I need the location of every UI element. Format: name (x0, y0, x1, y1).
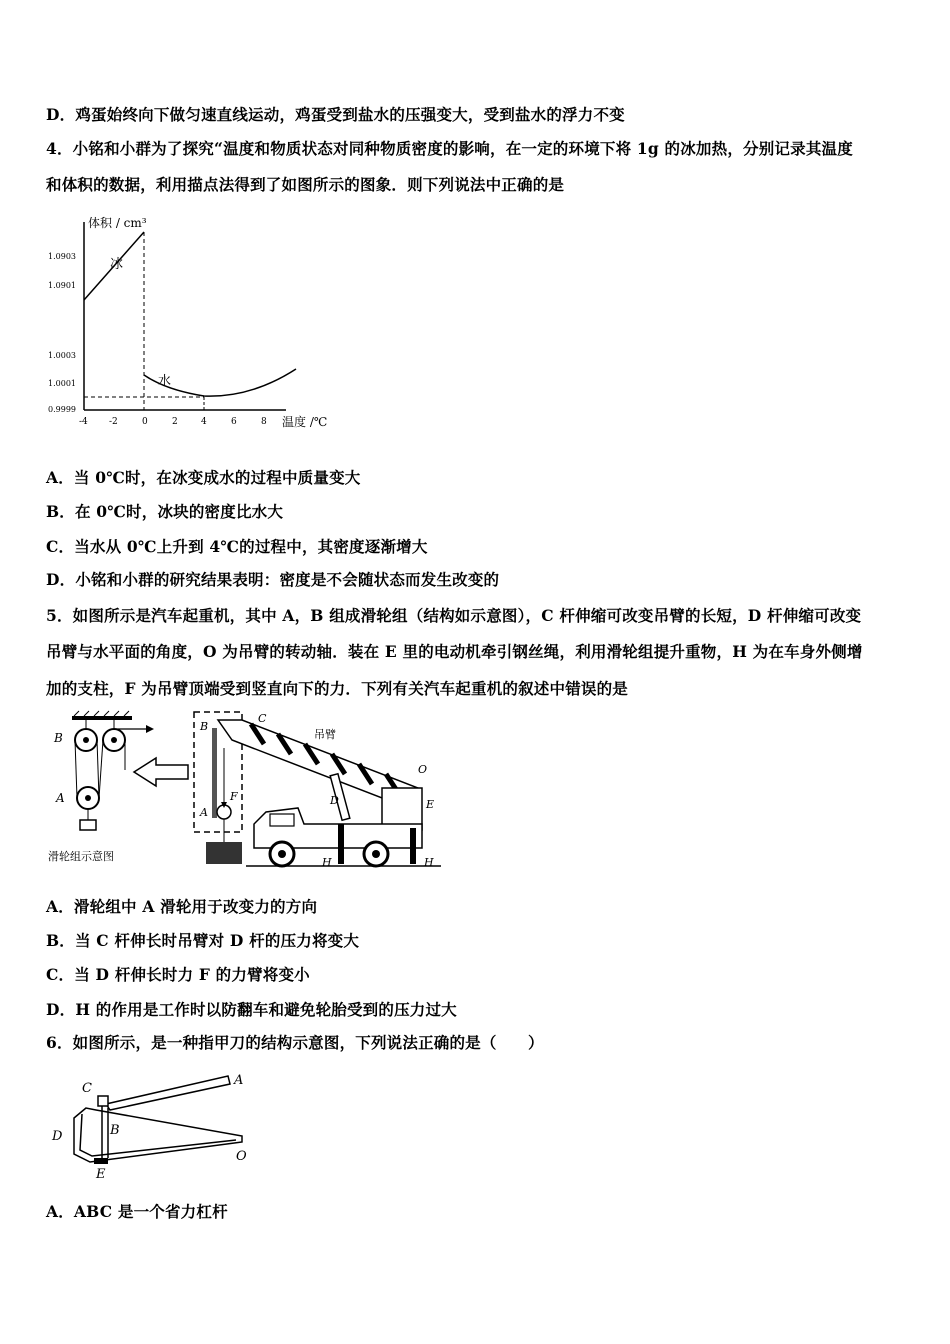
q4-option-c: C．当水从 0℃上升到 4℃的过程中，其密度逐渐增大 (46, 537, 428, 556)
q4-option-b: B．在 0℃时，冰块的密度比水大 (46, 502, 284, 521)
label-e: E (426, 798, 435, 811)
q4-volume-temperature-graph (46, 212, 346, 434)
label-a: A (56, 791, 65, 805)
q3-option-d: D．鸡蛋始终向下做匀速直线运动，鸡蛋受到盐水的压强变大，受到盐水的浮力不变 (46, 105, 625, 124)
label-o: O (418, 763, 428, 776)
pulley-schematic (48, 711, 154, 863)
y-axis-label: 体积 / cm³ (88, 216, 147, 230)
x-axis-label: 温度 /℃ (282, 415, 328, 429)
q6-stem: 6．如图所示，是一种指甲刀的结构示意图，下列说法正确的是（ ） (46, 1033, 544, 1052)
label-f: F (230, 790, 238, 803)
y-tick-label: 1.0003 (48, 351, 76, 360)
q5-option-a: A．滑轮组中 A 滑轮用于改变力的方向 (46, 897, 318, 916)
q5-crane-figure (46, 708, 446, 878)
y-tick-label: 1.0001 (48, 379, 76, 388)
pull-arrow (146, 725, 154, 733)
label-c: C (82, 1081, 92, 1096)
label-d: D (330, 794, 339, 807)
y-tick-label: 1.0901 (48, 281, 76, 290)
pivot-c (98, 1096, 108, 1106)
q5-stem-line3: 加的支柱，F 为吊臂顶端受到竖直向下的力．下列有关汽车起重机的叙述中错误的是 (46, 679, 629, 698)
q5-option-d: D．H 的作用是工作时以防翻车和避免轮胎受到的压力过大 (46, 1000, 457, 1019)
x-tick-label: 8 (261, 417, 267, 427)
q6-nail-clipper-figure (46, 1066, 261, 1184)
pulley-caption: 滑轮组示意图 (48, 850, 114, 863)
q5-stem-line1: 5．如图所示是汽车起重机，其中 A，B 组成滑轮组（结构如示意图），C 杆伸缩可改变吊臂的长短，D 杆伸缩可改变 (46, 606, 862, 625)
x-tick-label: 0 (142, 417, 148, 427)
load-box (80, 820, 96, 830)
label-a: A (234, 1073, 244, 1088)
q5-option-c: C．当 D 杆伸长时力 F 的力臂将变小 (46, 965, 310, 984)
hollow-arrow (134, 758, 188, 786)
q5-option-b: B．当 C 杆伸长时吊臂对 D 杆的压力将变大 (46, 931, 360, 950)
label-d: D (52, 1129, 63, 1144)
label-h-right: H (424, 856, 434, 869)
q5-stem-line2: 吊臂与水平面的角度，O 为吊臂的转动轴．装在 E 里的电动机牵引钢丝绳，利用滑轮组提升重物，H 为在车身外侧增 (46, 642, 863, 661)
blade-e (94, 1158, 108, 1164)
label-h-left: H (322, 856, 332, 869)
label-o: O (236, 1149, 247, 1164)
label-b: B (54, 731, 63, 745)
label-a-crane: A (200, 806, 208, 819)
truck-window (270, 814, 294, 826)
label-b-crane: B (200, 720, 209, 733)
label-e: E (96, 1167, 106, 1182)
q6-option-a: A．ABC 是一个省力杠杆 (46, 1202, 228, 1221)
q4-option-d: D．小铭和小群的研究结果表明：密度是不会随状态而发生改变的 (46, 570, 500, 589)
y-tick-label: 1.0903 (48, 252, 76, 261)
crane-load (206, 842, 242, 864)
boom-label: 吊臂 (314, 728, 336, 741)
x-tick-label: 6 (231, 417, 237, 427)
label-c: C (258, 712, 267, 725)
x-tick-label: 4 (201, 417, 207, 427)
water-label: 水 (158, 374, 172, 389)
support-h-right (410, 828, 416, 864)
q4-stem-line2: 和体积的数据，利用描点法得到了如图所示的图象．则下列说法中正确的是 (46, 175, 565, 194)
x-tick-label: 2 (172, 417, 178, 427)
lever-handle-abc (106, 1076, 230, 1110)
label-b: B (110, 1123, 120, 1138)
hook-rope (212, 728, 217, 818)
upper-lever-dbo (74, 1108, 242, 1162)
x-tick-label: -2 (109, 417, 118, 427)
ceiling-support (72, 716, 132, 720)
support-h-left (338, 824, 344, 864)
x-tick-label: -4 (79, 417, 88, 427)
q4-stem-line1: 4．小铭和小群为了探究“温度和物质状态对同种物质密度的影响，在一定的环境下将 1g 的冰加热，分别记录其温度 (46, 139, 853, 158)
ice-label: 冰 (110, 257, 124, 272)
q4-option-a: A．当 0℃时，在冰变成水的过程中质量变大 (46, 468, 361, 487)
y-tick-label: 0.9999 (48, 405, 76, 414)
